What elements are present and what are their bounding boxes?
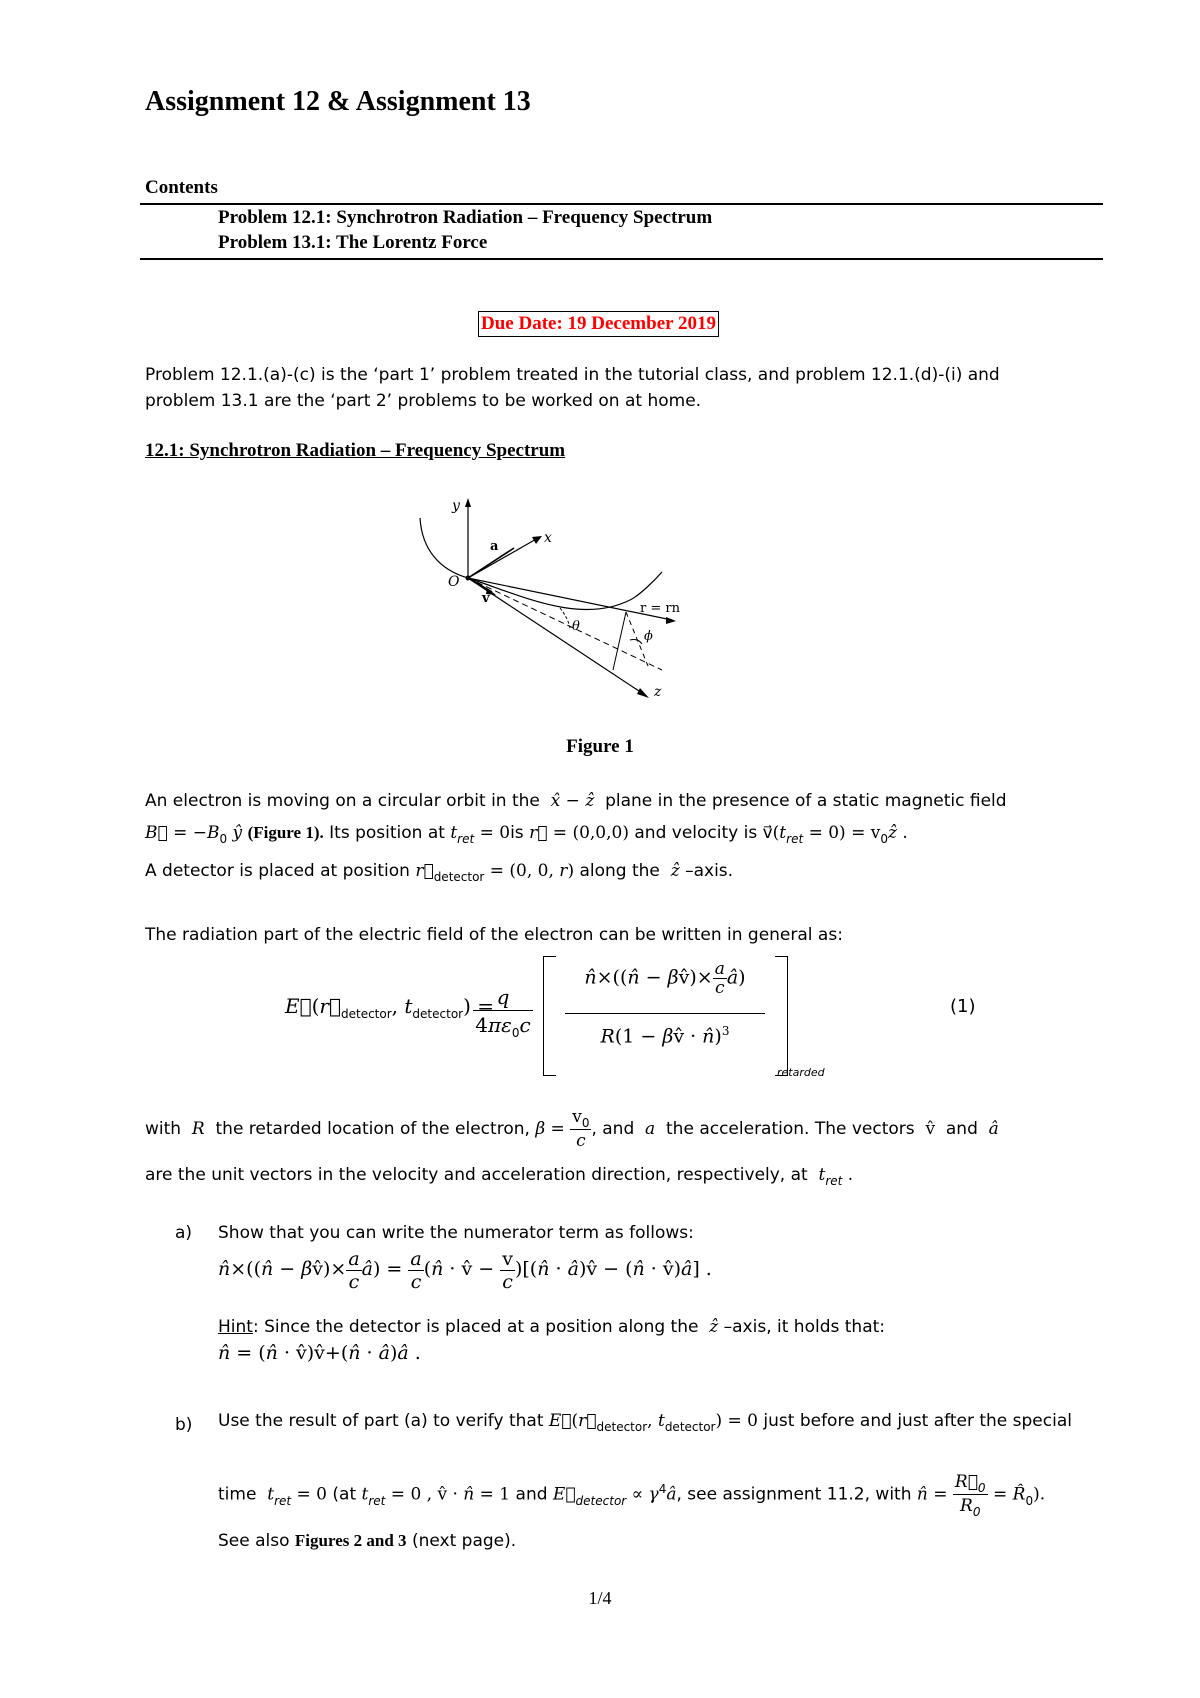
part-a-label: a) — [175, 1223, 193, 1243]
equation-1: $E⃗(r⃗_{detector}$, $t_{detector}$) = q $4\pi\varepsilon_0c$ n̂×((n̂ − βv̂)× $\frac{a}{c}$ â) R(1 − βv̂ · n̂)$^3$ retarded — [285, 956, 785, 1086]
para1-line-3: A detector is placed at position $r⃗_{detector} = (0$, 0, r) along the ẑ –axis. — [145, 861, 734, 884]
label-z: z — [654, 684, 662, 700]
document-title: Assignment 12 & Assignment 13 — [145, 86, 531, 117]
para2: The radiation part of the electric field of the electron can be written in general as: — [145, 925, 843, 945]
intro-line-2: problem 13.1 are the ‘part 2’ problems to be worked on at home. — [145, 391, 702, 411]
page-number: 1/4 — [588, 1588, 612, 1608]
part-b-label: b) — [175, 1415, 193, 1435]
label-x: x — [544, 530, 552, 546]
part-a-equation: n̂×((n̂ − βv̂)× $\frac{a}{c}$ â) = $\frac{a}{c}$ (n̂ · v̂ − $\frac{v}{c}$ )[(n̂ · â)v̂ − (n̂ · v̂)â] . — [218, 1248, 712, 1293]
label-theta: θ — [572, 619, 580, 634]
contents-bottom-rule — [140, 258, 1103, 260]
contents-item-1: Problem 12.1: Synchrotron Radiation – Frequency Spectrum — [218, 207, 713, 228]
label-a: a — [490, 539, 499, 554]
para3-line-1: with R the retarded location of the electron, β = $\frac{v_0}{c}$ , and a the acceleration. The vectors v̂ and â — [145, 1107, 999, 1151]
z-axis — [468, 578, 645, 695]
due-date: Due Date: 19 December 2019 — [478, 311, 719, 337]
contents-top-rule — [140, 203, 1103, 205]
equation-number: (1) — [950, 996, 976, 1017]
figure-1-diagram — [400, 490, 700, 720]
part-a-text: Show that you can write the numerator term as follows: — [218, 1223, 694, 1243]
part-a-hint: Hint: Since the detector is placed at a position along the ẑ –axis, it holds that: — [218, 1317, 885, 1337]
para1-line-2: B⃗ = $-B_0$ ŷ (Figure 1). Its position at $t_{ret} = 0is$ r⃗ = (0,0,0) and velocity is $v⃗(t_{ret} = 0)$ = $v_0ẑ$ . — [145, 823, 908, 846]
part-b-line-1: Use the result of part (a) to verify that $E⃗(r⃗_{detector}$, $t_{detector}) = 0$ just before and just after the special — [218, 1411, 1072, 1434]
contents-heading: Contents — [145, 177, 218, 198]
part-b-line-2: time $t_{ret} = 0$ (at $t_{ret} = 0$ , v̂ · n̂ = 1 and $E⃗_{detector}$ ∝ $\gamma^4â$, see assignment 11.2, with n̂ = $\frac{R⃗_0}{R_0}$ = $R̂_0$). — [218, 1472, 1046, 1520]
label-y: y — [452, 498, 460, 514]
figure-caption: Figure 1 — [566, 736, 634, 757]
label-phi: ϕ — [644, 629, 653, 644]
orbit-arc — [420, 518, 662, 610]
label-v: v — [482, 591, 490, 606]
part-a-hint-equation: n̂ = (n̂ · v̂)v̂+(n̂ · â)â . — [218, 1342, 421, 1364]
intro-line-1: Problem 12.1.(a)-(c) is the ‘part 1’ problem treated in the tutorial class, and problem 12.1.(d)-(i) and — [145, 365, 1000, 385]
section-heading: 12.1: Synchrotron Radiation – Frequency Spectrum — [145, 440, 566, 461]
label-origin: O — [448, 574, 460, 590]
contents-item-2: Problem 13.1: The Lorentz Force — [218, 232, 488, 253]
para3-line-2: are the unit vectors in the velocity and acceleration direction, respectively, at $t_{ret}$ . — [145, 1165, 854, 1188]
para1-line-1: An electron is moving on a circular orbit in the x̂ − ẑ plane in the presence of a static magnetic field — [145, 791, 1007, 811]
projection-dashed — [468, 578, 662, 670]
part-b-see-also: See also Figures 2 and 3 (next page). — [218, 1531, 517, 1551]
label-r: r = rn — [640, 601, 680, 616]
